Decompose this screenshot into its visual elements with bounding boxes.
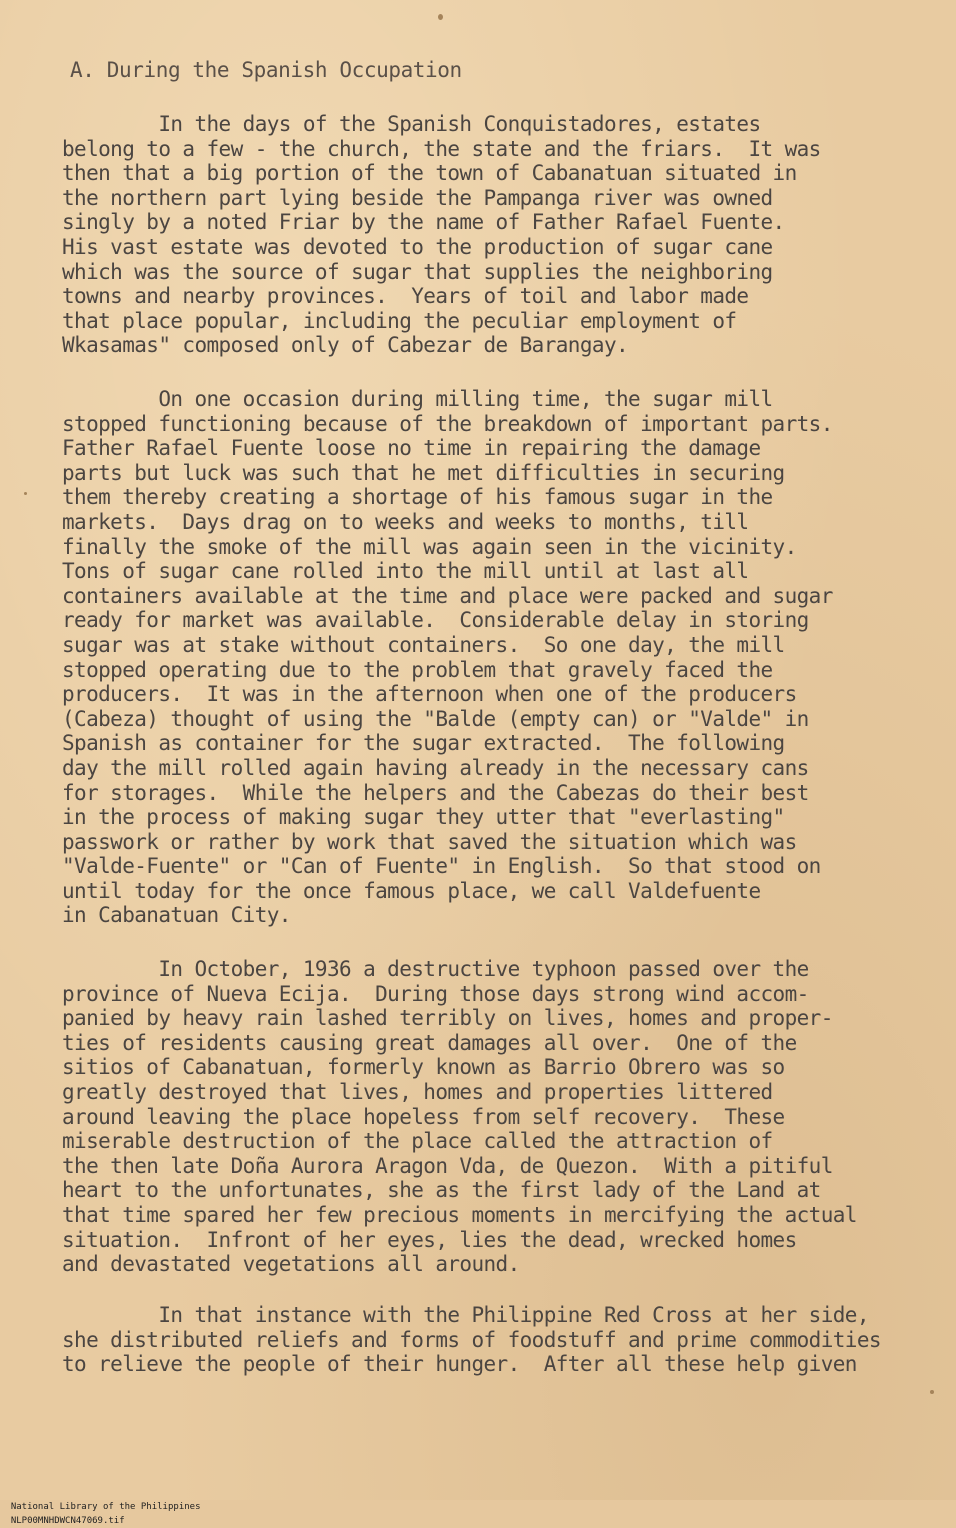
text-line: heart to the unfortunates, she as the first lady of the Land at <box>62 1178 821 1203</box>
text-line: Father Rafael Fuente loose no time in repairing the damage <box>62 436 761 461</box>
text-line: and devastated vegetations all around. <box>62 1252 520 1277</box>
text-line: which was the source of sugar that supplies the neighboring <box>62 259 773 284</box>
text-line: to relieve the people of their hunger. After all these help given <box>62 1352 857 1377</box>
text-line: them thereby creating a shortage of his famous sugar in the <box>62 485 773 510</box>
text-line: In that instance with the Philippine Red Cross at her side, <box>62 1303 869 1327</box>
text-line: the northern part lying beside the Pampanga river was owned <box>62 185 773 210</box>
text-line: producers. It was in the afternoon when one of the producers <box>62 682 797 707</box>
paper-speck <box>438 14 443 20</box>
text-line: she distributed reliefs and forms of foodstuff and prime commodities <box>62 1327 881 1352</box>
text-line: containers available at the time and place were packed and sugar <box>62 583 833 608</box>
section-heading: A. During the Spanish Occupation <box>70 58 462 82</box>
paper-speck <box>24 492 27 495</box>
text-line: ready for market was available. Considerable delay in storing <box>62 608 809 633</box>
text-line: (Cabeza) thought of using the "Balde (empty can) or "Valde" in <box>62 706 809 731</box>
text-line: in the process of making sugar they utter that "everlasting" <box>62 805 785 830</box>
text-line: stopped operating due to the problem that gravely faced the <box>62 657 773 682</box>
text-line: that time spared her few precious moments in mercifying the actual <box>62 1202 857 1227</box>
paragraph-4 <box>62 1303 922 1377</box>
text-line: Wkasamas" composed only of Cabezar de Barangay. <box>62 333 629 358</box>
footer-library-name: National Library of the Philippines <box>10 1502 201 1512</box>
text-line: Spanish as container for the sugar extracted. The following <box>62 731 785 756</box>
text-line: stopped functioning because of the breakdown of important parts. <box>62 411 833 436</box>
text-line: sugar was at stake without containers. So one day, the mill <box>62 632 785 657</box>
text-line: province of Nueva Ecija. During those days strong wind accom- <box>62 981 809 1006</box>
text-line: panied by heavy rain lashed terribly on lives, homes and proper- <box>62 1006 833 1031</box>
text-line: miserable destruction of the place called the attraction of <box>62 1129 773 1154</box>
text-line: in Cabanatuan City. <box>62 903 291 928</box>
text-line: towns and nearby provinces. Years of toil and labor made <box>62 284 749 309</box>
text-line: that place popular, including the peculiar employment of <box>62 308 737 333</box>
paragraph-2 <box>62 387 922 928</box>
text-line: belong to a few - the church, the state and the friars. It was <box>62 136 821 161</box>
text-line: sitios of Cabanatuan, formerly known as Barrio Obrero was so <box>62 1055 785 1080</box>
footer-filename: NLP00MNHDWCN47069.tif <box>10 1516 125 1526</box>
text-line: passwork or rather by work that saved the situation which was <box>62 829 797 854</box>
text-line: On one occasion during milling time, the sugar mill <box>62 387 773 411</box>
text-line: ties of residents causing great damages all over. One of the <box>62 1030 797 1055</box>
text-line: until today for the once famous place, we call Valdefuente <box>62 878 761 903</box>
text-line: finally the smoke of the mill was again seen in the vicinity. <box>62 534 797 559</box>
text-line: In the days of the Spanish Conquistadores, estates <box>62 112 761 136</box>
text-line: then that a big portion of the town of Cabanatuan situated in <box>62 161 797 186</box>
paragraph-3 <box>62 957 922 1277</box>
text-line: singly by a noted Friar by the name of Father Rafael Fuente. <box>62 210 785 235</box>
text-line: the then late Doña Aurora Aragon Vda, de Quezon. With a pitiful <box>62 1153 833 1178</box>
text-line: greatly destroyed that lives, homes and properties littered <box>62 1079 773 1104</box>
text-line: situation. Infront of her eyes, lies the dead, wrecked homes <box>62 1227 797 1252</box>
text-line: for storages. While the helpers and the Cabezas do their best <box>62 780 809 805</box>
text-line: markets. Days drag on to weeks and weeks to months, till <box>62 509 749 534</box>
paragraph-1 <box>62 112 922 358</box>
text-line: His vast estate was devoted to the production of sugar cane <box>62 234 773 259</box>
text-line: "Valde-Fuente" or "Can of Fuente" in English. So that stood on <box>62 854 821 879</box>
text-line: In October, 1936 a destructive typhoon passed over the <box>62 957 809 981</box>
archive-footer <box>0 1486 956 1526</box>
paper-speck <box>930 1390 934 1394</box>
text-line: Tons of sugar cane rolled into the mill until at last all <box>62 559 749 584</box>
text-line: around leaving the place hopeless from self recovery. These <box>62 1104 785 1129</box>
text-line: parts but luck was such that he met difficulties in securing <box>62 460 785 485</box>
text-line: day the mill rolled again having already in the necessary cans <box>62 755 809 780</box>
